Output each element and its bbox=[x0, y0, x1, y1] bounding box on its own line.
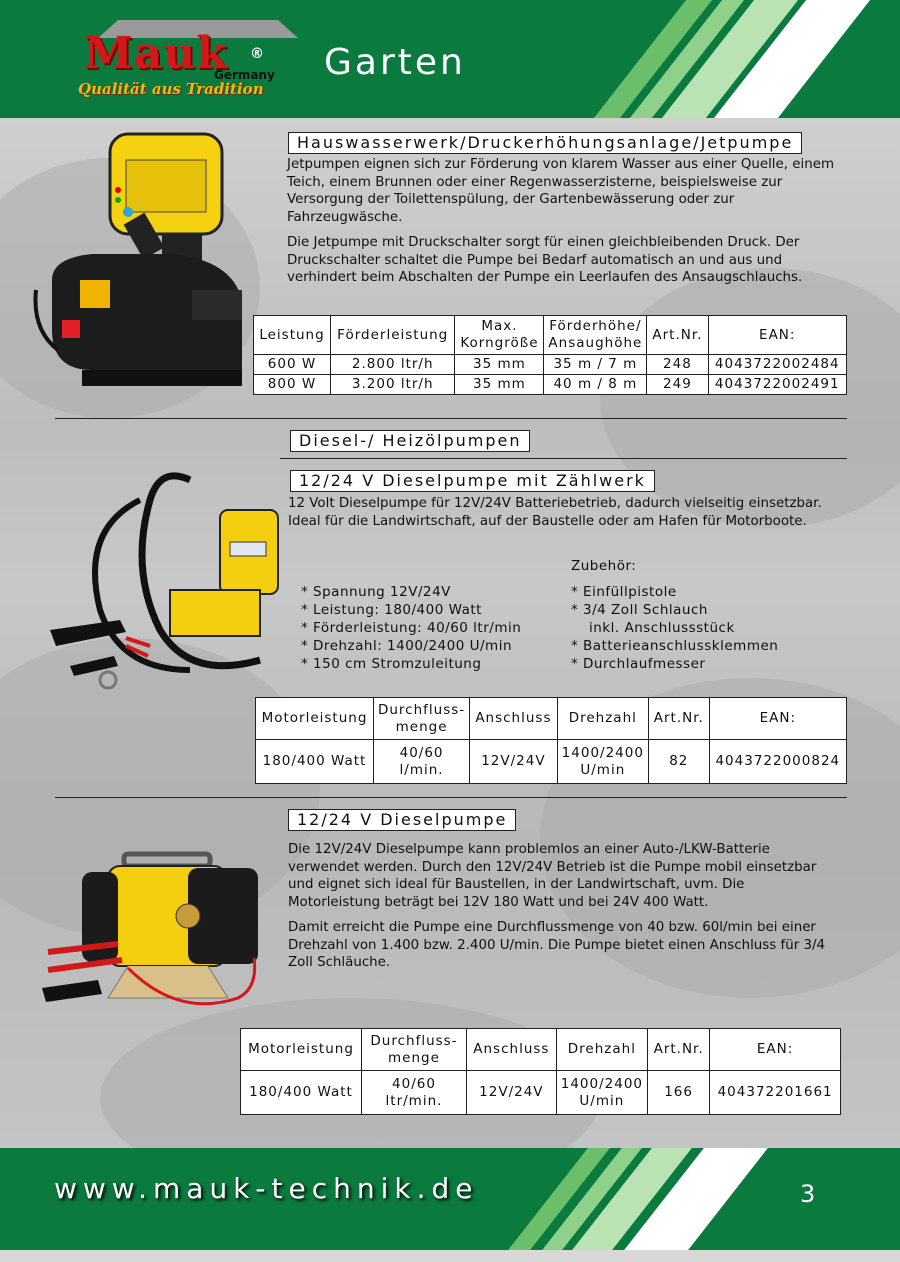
table-cell: 35 mm bbox=[455, 375, 544, 395]
table-cell: 3.200 ltr/h bbox=[331, 375, 455, 395]
table-cell: 4043722000824 bbox=[709, 740, 846, 784]
section-title-diesel: Diesel-/ Heizölpumpen bbox=[290, 430, 530, 452]
table-header: EAN: bbox=[710, 1029, 841, 1071]
logo-country: Germany bbox=[214, 68, 275, 82]
table-cell: 248 bbox=[647, 355, 708, 375]
jetpump-paragraph-1: Jetpumpen eignen sich zur Förderung von klarem Wasser aus einer Quelle, einem Teich, einem Brunnen oder einer Regenwasserzisterne, beispielsweise zur Versorgung der Toilettenspülung, der Gartenbewässerung oder zur Fahrzeugwäsche. bbox=[287, 157, 835, 225]
table-cell: 180/400 Watt bbox=[256, 740, 374, 784]
logo-brand: Mauk bbox=[84, 28, 228, 79]
table-cell: 166 bbox=[648, 1071, 710, 1115]
header-banner bbox=[0, 0, 900, 118]
logo-tagline: Qualität aus Tradition bbox=[78, 80, 264, 98]
page-number: 3 bbox=[800, 1180, 816, 1208]
list-item: * Einfüllpistole bbox=[571, 584, 677, 600]
table-cell: 2.800 ltr/h bbox=[331, 355, 455, 375]
table-header: Förderhöhe/ Ansaughöhe bbox=[544, 316, 647, 355]
table-header: Art.Nr. bbox=[648, 698, 709, 740]
section-title-jetpump: Hauswasserwerk/Druckerhöhungsanlage/Jetpumpe bbox=[288, 132, 802, 154]
table-cell: 249 bbox=[647, 375, 708, 395]
list-item: * Förderleistung: 40/60 ltr/min bbox=[301, 620, 522, 636]
table-cell: 82 bbox=[648, 740, 709, 784]
jetpump-spec-table bbox=[253, 315, 847, 395]
table-cell: 1400/2400 U/min bbox=[557, 740, 648, 784]
list-item: * 150 cm Stromzuleitung bbox=[301, 656, 482, 672]
diesel-meter-spec-table bbox=[255, 697, 847, 784]
table-header: Anschluss bbox=[466, 1029, 556, 1071]
table-row bbox=[256, 740, 847, 784]
table-header: Max. Korngröße bbox=[455, 316, 544, 355]
mauk-logo[interactable] bbox=[78, 20, 273, 100]
divider bbox=[280, 458, 847, 459]
diesel-pump-description bbox=[288, 841, 833, 980]
list-item: * Batterieanschlussklemmen bbox=[571, 638, 779, 654]
table-header: Durchfluss-menge bbox=[361, 1029, 466, 1071]
table-header: EAN: bbox=[708, 316, 846, 355]
table-header: Art.Nr. bbox=[647, 316, 708, 355]
table-cell: 40/60 ltr/min. bbox=[361, 1071, 466, 1115]
feature-list bbox=[301, 583, 521, 673]
table-cell: 35 m / 7 m bbox=[544, 355, 647, 375]
section-title-diesel-pump: 12/24 V Dieselpumpe bbox=[288, 809, 516, 831]
jet-pump-image bbox=[32, 130, 252, 400]
table-header: Motorleistung bbox=[256, 698, 374, 740]
footer-banner bbox=[0, 1148, 900, 1250]
accessories-title: Zubehör: bbox=[571, 558, 637, 574]
diesel-pump-paragraph-1: Die 12V/24V Dieselpumpe kann problemlos an einer Auto-/LKW-Batterie verwendet werden. Durch den 12V/24V Betrieb ist die Pumpe mobil einsetzbar und eignet sich ideal für Baustellen, in der Landwirtschaft, uvm. Die Motorleistung beträgt bei 12V 180 Watt und bei 24V 400 Watt. bbox=[288, 842, 817, 910]
list-item: * Drehzahl: 1400/2400 U/min bbox=[301, 638, 512, 654]
page-title: Garten bbox=[324, 42, 466, 83]
table-cell: 4043722002491 bbox=[708, 375, 846, 395]
table-header: Durchfluss-menge bbox=[373, 698, 469, 740]
jetpump-paragraph-2: Die Jetpumpe mit Druckschalter sorgt für einen gleichbleibenden Druck. Der Druckschalter schaltet die Pumpe bei Bedarf automatisch an und aus und verhindert beim Abschalten der Pumpe ein Leerlaufen des Ansaugschlauchs. bbox=[287, 235, 803, 285]
list-item: * 3/4 Zoll Schlauch bbox=[571, 602, 708, 618]
section-title-diesel-meter: 12/24 V Dieselpumpe mit Zählwerk bbox=[290, 470, 655, 492]
table-cell: 4043722002484 bbox=[708, 355, 846, 375]
table-header: Art.Nr. bbox=[648, 1029, 710, 1071]
table-cell: 35 mm bbox=[455, 355, 544, 375]
diesel-pump-paragraph-2: Damit erreicht die Pumpe eine Durchflussmenge von 40 bzw. 60l/min bei einer Drehzahl von 1.400 bzw. 2.400 U/min. Die Pumpe bietet einen Anschluss für 3/4 Zoll Schläuche. bbox=[288, 920, 826, 970]
list-item: * Leistung: 180/400 Watt bbox=[301, 602, 482, 618]
table-row bbox=[254, 355, 847, 375]
table-cell: 40 m / 8 m bbox=[544, 375, 647, 395]
table-row bbox=[254, 375, 847, 395]
table-cell: 600 W bbox=[254, 355, 331, 375]
table-cell: 180/400 Watt bbox=[241, 1071, 362, 1115]
diesel-pump-spec-table bbox=[240, 1028, 841, 1115]
list-item: * Spannung 12V/24V bbox=[301, 584, 451, 600]
table-row bbox=[241, 1071, 841, 1115]
table-cell: 800 W bbox=[254, 375, 331, 395]
divider bbox=[55, 418, 847, 419]
list-item: * Durchlaufmesser bbox=[571, 656, 706, 672]
table-header: Motorleistung bbox=[241, 1029, 362, 1071]
logo-registered: ® bbox=[250, 46, 264, 62]
table-cell: 404372201661 bbox=[710, 1071, 841, 1115]
table-cell: 40/60 l/min. bbox=[373, 740, 469, 784]
table-cell: 12V/24V bbox=[470, 740, 558, 784]
website-link[interactable]: www.mauk-technik.de bbox=[54, 1172, 479, 1205]
diesel-pump-image bbox=[28, 848, 268, 1028]
diesel-meter-description: 12 Volt Dieselpumpe für 12V/24V Batteriebetrieb, dadurch vielseitig einsetzbar. Ideal für die Landwirtschaft, auf der Baustelle oder am Hafen für Motorboote. bbox=[288, 496, 822, 529]
table-cell: 12V/24V bbox=[466, 1071, 556, 1115]
accessories-list bbox=[571, 583, 778, 673]
table-header: Leistung bbox=[254, 316, 331, 355]
divider bbox=[55, 797, 847, 798]
table-header: Anschluss bbox=[470, 698, 558, 740]
table-header: Drehzahl bbox=[556, 1029, 647, 1071]
list-item: inkl. Anschlussstück bbox=[589, 620, 735, 636]
table-cell: 1400/2400 U/min bbox=[556, 1071, 647, 1115]
bottom-band bbox=[0, 1250, 900, 1262]
table-header: Drehzahl bbox=[557, 698, 648, 740]
table-header: Förderleistung bbox=[331, 316, 455, 355]
jetpump-description bbox=[287, 156, 843, 295]
table-header: EAN: bbox=[709, 698, 846, 740]
diesel-meter-pump-image bbox=[40, 470, 290, 695]
